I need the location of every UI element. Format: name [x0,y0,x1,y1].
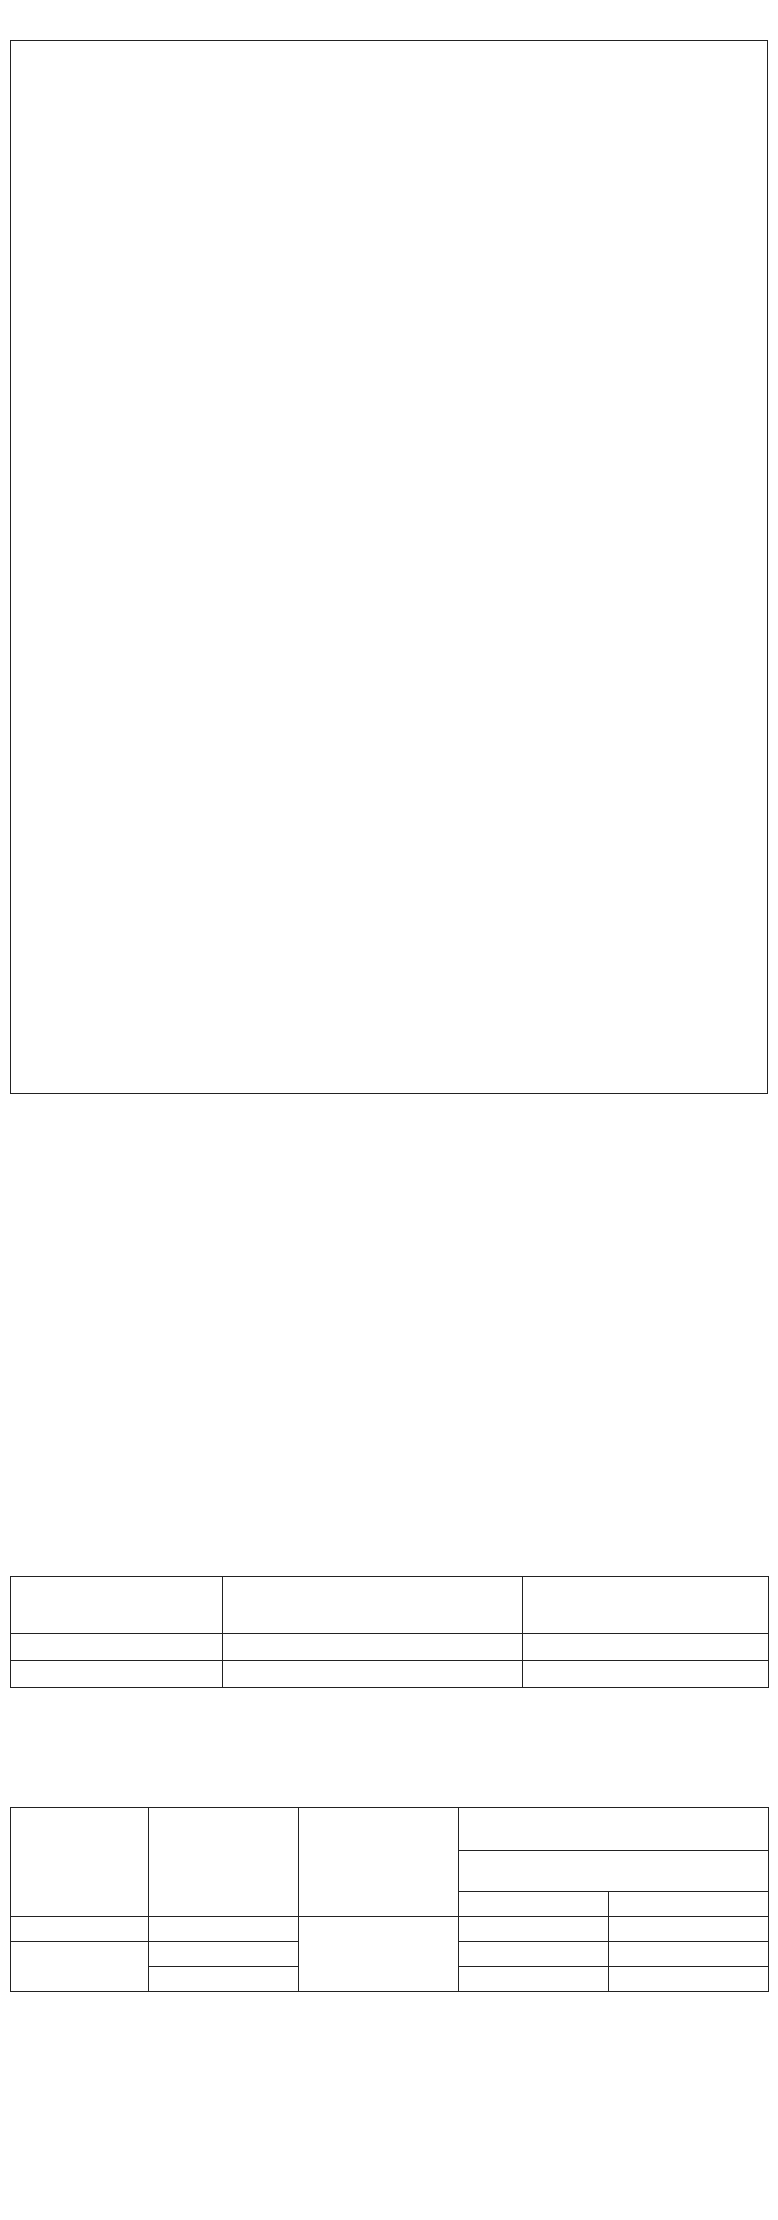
t5-cell [523,1661,769,1688]
t6-cell [11,1917,149,1942]
t5-cell [11,1661,223,1688]
t6-h-energy [459,1808,769,1851]
t6-h-size1 [459,1892,609,1917]
t5-cell [223,1634,523,1661]
t6-h-grade [11,1808,149,1917]
table5 [10,1576,769,1688]
t6-cell [459,1967,609,1992]
t5-cell [11,1634,223,1661]
t5-h-size [223,1577,523,1634]
t6-cell [149,1942,299,1967]
t6-h-size2 [609,1892,769,1917]
t6-cell [459,1917,609,1942]
t6-dir [299,1917,459,1992]
table4-frame [10,40,768,1094]
t6-cell [459,1942,609,1967]
t5-cell [223,1661,523,1688]
t5-cell [523,1634,769,1661]
t5-h-factor [523,1577,769,1634]
t6-cell [609,1967,769,1992]
t6-cell [609,1942,769,1967]
t6-cell [11,1942,149,1992]
table6 [10,1807,769,1992]
t6-cell [609,1917,769,1942]
t6-h-temp [149,1808,299,1917]
t6-h-size [459,1851,769,1892]
t6-h-dir [299,1808,459,1917]
t5-h-spec [11,1577,223,1634]
t6-cell [149,1917,299,1942]
t6-cell [149,1967,299,1992]
